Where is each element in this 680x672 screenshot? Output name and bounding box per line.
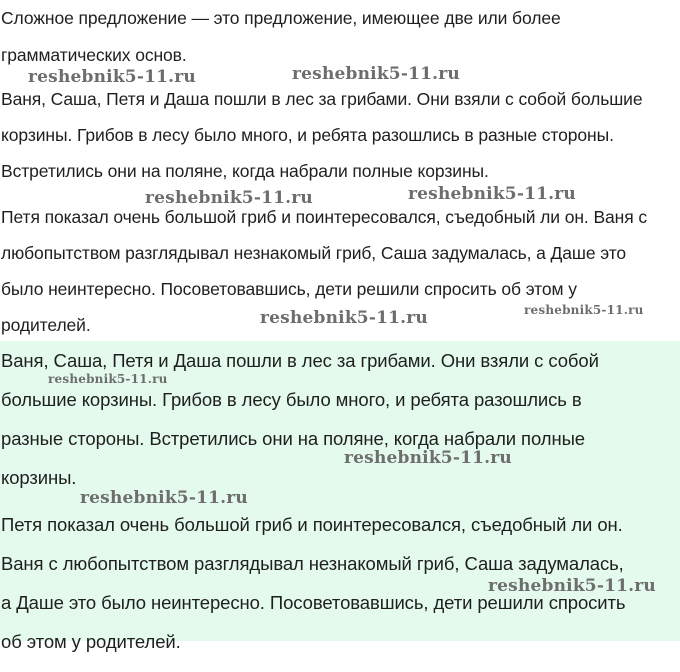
answer-line-6: Ваня с любопытством разглядывал незнакомый гриб, Саша задумалась,	[1, 553, 624, 574]
watermark: reshebnik5-11.ru	[488, 576, 656, 596]
answer-line-5: Петя показал очень большой гриб и поинтересовался, съедобный ли он.	[1, 514, 623, 535]
definition-line-2: грамматических основ.	[1, 45, 187, 65]
watermark: reshebnik5-11.ru	[145, 188, 313, 208]
answer-line-8: об этом у родителей.	[1, 631, 181, 652]
task-text-line-3: Встретились они на поляне, когда набрали полные корзины.	[1, 161, 489, 181]
watermark: reshebnik5-11.ru	[48, 372, 168, 386]
definition-line-1: Сложное предложение — это предложение, имеющее две или более	[1, 8, 561, 28]
watermark: reshebnik5-11.ru	[292, 64, 460, 84]
task-text-line-1: Ваня, Саша, Петя и Даша пошли в лес за грибами. Они взяли с собой большие	[1, 89, 643, 109]
watermark: reshebnik5-11.ru	[524, 303, 644, 317]
task-text-line-2: корзины. Грибов в лесу было много, и ребята разошлись в разные стороны.	[1, 125, 614, 145]
watermark: reshebnik5-11.ru	[408, 184, 576, 204]
watermark: reshebnik5-11.ru	[28, 67, 196, 87]
task-text-line-4: Петя показал очень большой гриб и поинтересовался, съедобный ли он. Ваня с	[1, 207, 648, 227]
answer-line-7: а Даше это было неинтересно. Посоветовавшись, дети решили спросить	[1, 592, 626, 613]
watermark: reshebnik5-11.ru	[344, 448, 512, 468]
watermark: reshebnik5-11.ru	[260, 308, 428, 328]
answer-line-3: разные стороны. Встретились они на поляне, когда набрали полные	[1, 428, 585, 449]
watermark: reshebnik5-11.ru	[80, 488, 248, 508]
task-text-line-5: любопытством разглядывал незнакомый гриб, Саша задумалась, а Даше это	[1, 243, 627, 263]
answer-line-1: Ваня, Саша, Петя и Даша пошли в лес за грибами. Они взяли с собой	[1, 350, 599, 371]
answer-line-4: корзины.	[1, 467, 77, 488]
answer-line-2: большие корзины. Грибов в лесу было много, и ребята разошлись в	[1, 389, 582, 410]
task-text-line-7: родителей.	[1, 315, 91, 335]
task-text-line-6: было неинтересно. Посоветовавшись, дети решили спросить об этом у	[1, 279, 577, 299]
